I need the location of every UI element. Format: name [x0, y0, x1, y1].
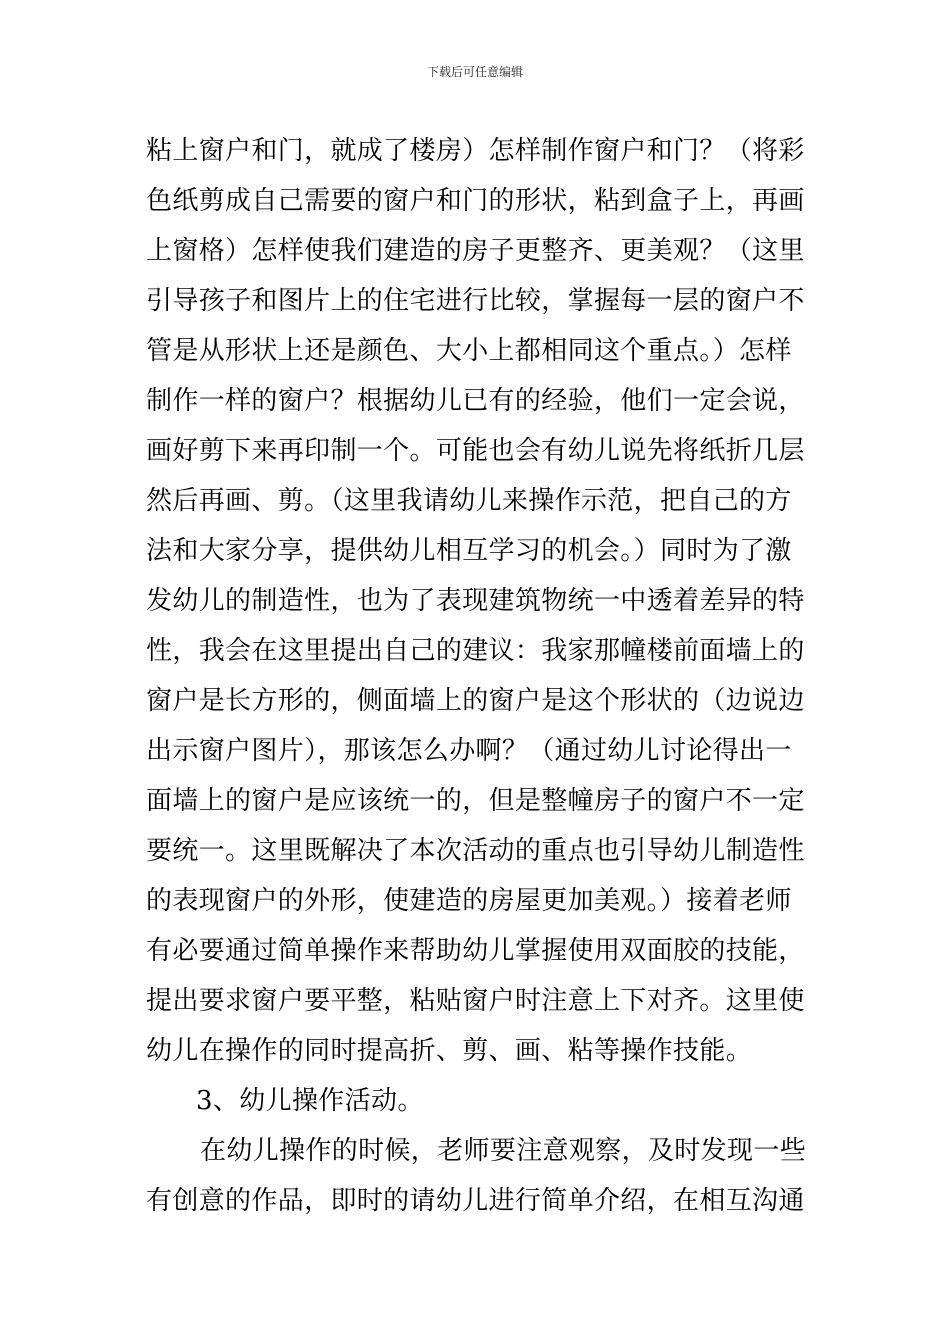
text-line: 色纸剪成自己需要的窗户和门的形状，粘到盒子上，再画	[146, 186, 805, 216]
text-line: 性，我会在这里提出自己的建议：我家那幢楼前面墙上的	[146, 636, 805, 666]
text-line: 窗户是长方形的，侧面墙上的窗户是这个形状的（边说边	[146, 686, 805, 716]
section-heading: 3、幼儿操作活动。	[196, 1086, 424, 1116]
text-line: 要统一。这里既解决了本次活动的重点也引导幼儿制造性	[146, 836, 805, 866]
text-line: 出示窗户图片），那该怎么办啊？（通过幼儿讨论得出一	[146, 736, 792, 766]
paragraph-first-line: 在幼儿操作的时候，老师要注意观察，及时发现一些	[200, 1136, 807, 1166]
text-line: 有必要通过简单操作来帮助幼儿掌握使用双面胶的技能，	[146, 936, 805, 966]
text-line: 有创意的作品，即时的请幼儿进行简单介绍，在相互沟通	[146, 1186, 805, 1216]
text-line: 发幼儿的制造性，也为了表现建筑物统一中透着差异的特	[146, 586, 805, 616]
text-line: 提出要求窗户要平整，粘贴窗户时注意上下对齐。这里使	[146, 986, 805, 1016]
page-header: 下载后可任意编辑	[426, 65, 523, 79]
text-line: 画好剪下来再印制一个。可能也会有幼儿说先将纸折几层	[146, 436, 805, 466]
text-line: 幼儿在操作的同时提高折、剪、画、粘等操作技能。	[146, 1036, 753, 1066]
text-line: 管是从形状上还是颜色、大小上都相同这个重点。）怎样	[146, 336, 792, 366]
text-line: 制作一样的窗户？根据幼儿已有的经验，他们一定会说，	[146, 386, 805, 416]
text-line: 的表现窗户的外形，使建造的房屋更加美观。）接着老师	[146, 886, 792, 916]
text-line: 法和大家分享，提供幼儿相互学习的机会。）同时为了激	[146, 536, 792, 566]
text-line: 引导孩子和图片上的住宅进行比较，掌握每一层的窗户不	[146, 286, 805, 316]
text-line: 上窗格）怎样使我们建造的房子更整齐、更美观？（这里	[146, 236, 805, 266]
document-body	[146, 126, 814, 1226]
text-line: 然后再画、剪。（这里我请幼儿来操作示范，把自己的方	[146, 486, 792, 516]
text-line: 粘上窗户和门，就成了楼房）怎样制作窗户和门？（将彩	[146, 136, 805, 166]
text-line: 面墙上的窗户是应该统一的，但是整幢房子的窗户不一定	[146, 786, 805, 816]
